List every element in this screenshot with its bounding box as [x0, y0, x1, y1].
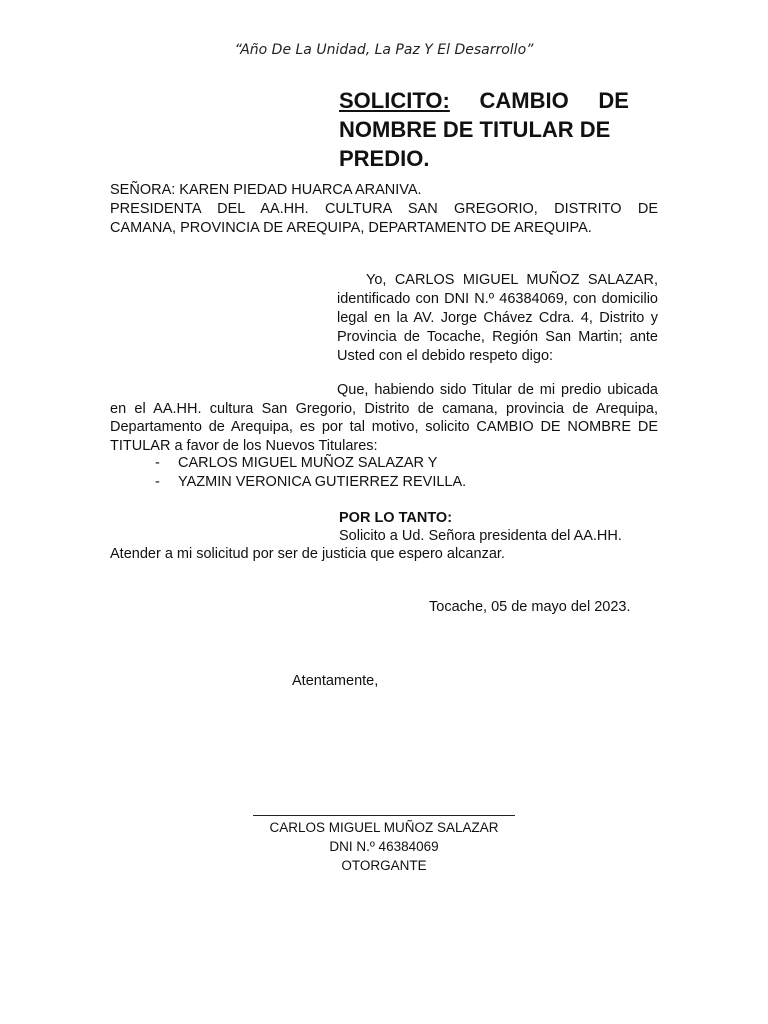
year-motto: “Año De La Unidad, La Paz Y El Desarrollo”	[234, 42, 534, 58]
signature-block	[253, 803, 515, 875]
addressee-line-1: SEÑORA: KAREN PIEDAD HUARCA ARANIVA.	[110, 182, 422, 198]
list-item	[155, 473, 466, 492]
date-line: Tocache, 05 de mayo del 2023.	[429, 599, 631, 615]
body-text: Que, habiendo sido Titular de mi predio ubicada en el AA.HH. cultura San Gregorio, Distrito de camana, provincia de Arequipa, Departamento de Arequipa, es por tal motivo, solicito CAMBIO DE NOMBRE DE TITULAR a favor de los Nuevos Titulares:	[110, 382, 658, 454]
signer-role: OTORGANTE	[341, 858, 427, 873]
salutation: Atentamente,	[292, 673, 379, 689]
signer-dni: DNI N.º 46384069	[329, 839, 439, 854]
addressee-line-2: PRESIDENTA DEL AA.HH. CULTURA SAN GREGORIO, DISTRITO DE	[110, 201, 658, 217]
closing-attend: Atender a mi solicitud por ser de justicia que espero alcanzar.	[110, 546, 505, 562]
intro-paragraph	[337, 271, 658, 366]
subject-label: SOLICITO:	[339, 88, 450, 113]
intro-text: Yo, CARLOS MIGUEL MUÑOZ SALAZAR, identificado con DNI N.º 46384069, con domicilio legal en la AV. Jorge Chávez Cdra. 4, Distrito y Provincia de Tocache, Región San Martin; ante Usted con el debido respeto digo:	[337, 272, 658, 364]
holder-name-1: CARLOS MIGUEL MUÑOZ SALAZAR Y	[178, 455, 438, 471]
list-item	[155, 454, 466, 473]
subject-line-1	[339, 86, 629, 115]
list-dash: -	[155, 455, 160, 471]
addressee-block	[110, 181, 658, 238]
subject-line-2: NOMBRE DE TITULAR DE	[339, 117, 611, 142]
list-dash: -	[155, 474, 160, 490]
closing-request: Solicito a Ud. Señora presidenta del AA.HH.	[339, 528, 622, 544]
subject-word-de: DE	[598, 88, 629, 113]
subject-block	[339, 86, 629, 173]
addressee-line-3: CAMANA, PROVINCIA DE AREQUIPA, DEPARTAMENTO DE AREQUIPA.	[110, 220, 592, 236]
subject-line-3: PREDIO.	[339, 146, 430, 171]
holder-name-2: YAZMIN VERONICA GUTIERREZ REVILLA.	[178, 474, 467, 490]
body-paragraph	[110, 381, 658, 455]
new-holders-list	[155, 454, 466, 492]
signature-line	[253, 803, 515, 816]
closing-heading: POR LO TANTO:	[339, 510, 453, 526]
signer-name: CARLOS MIGUEL MUÑOZ SALAZAR	[269, 820, 499, 835]
subject-word-cambio: CAMBIO	[479, 88, 569, 113]
